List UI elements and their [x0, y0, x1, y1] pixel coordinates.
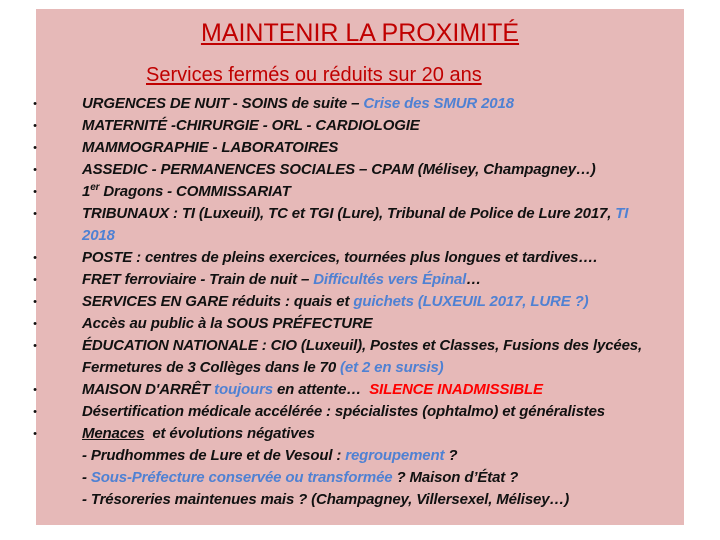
list-item-gare: • SERVICES EN GARE réduits : quais et guichets (LUXEUIL 2017, LURE ?) — [36, 291, 662, 313]
list-item-sous-prefecture: • Accès au public à la SOUS PRÉFECTURE — [36, 313, 662, 335]
sub-line-sous-prefecture: - Sous-Préfecture conservée ou transformée ? Maison d’État ? — [82, 469, 519, 486]
bullet-icon: • — [33, 208, 37, 220]
list-item-fret: • FRET ferroviaire - Train de nuit – Difficultés vers Épinal… — [36, 269, 662, 291]
sub-line-tresoreries: - Trésoreries maintenues mais ? (Champagney, Villersexel, Mélisey…) — [82, 491, 570, 508]
bullet-icon: • — [33, 384, 37, 396]
list-item-assedic: • ASSEDIC - PERMANENCES SOCIALES – CPAM (Mélisey, Champagney…) — [36, 159, 662, 181]
list-item-dragons: • 1er Dragons - COMMISSARIAT — [36, 181, 662, 203]
bullet-icon: • — [33, 186, 37, 198]
bullet-icon: • — [33, 428, 37, 440]
slide-title: MAINTENIR LA PROXIMITÉ — [200, 19, 520, 47]
list-item-maison-arret: • MAISON D'ARRÊT toujours en attente… SILENCE INADMISSIBLE — [36, 379, 662, 401]
list-item-poste: • POSTE : centres de pleins exercices, tournées plus longues et tardives…. — [36, 247, 662, 269]
slide — [33, 9, 684, 525]
bullet-icon: • — [33, 340, 37, 352]
bullet-icon: • — [33, 142, 37, 154]
list-item-menaces: • Menaces et évolutions négatives — [36, 423, 662, 445]
slide-subtitle: Services fermés ou réduits sur 20 ans — [146, 64, 482, 86]
bullet-icon: • — [33, 98, 37, 110]
list-item-maternite: • MATERNITÉ -CHIRURGIE - ORL - CARDIOLOGIE — [36, 115, 662, 137]
bullet-icon: • — [33, 406, 37, 418]
bullet-icon: • — [33, 318, 37, 330]
sub-line-prudhommes: - Prudhommes de Lure et de Vesoul : regroupement ? — [82, 447, 458, 464]
bullet-icon: • — [33, 120, 37, 132]
list-item-urgences: • URGENCES DE NUIT - SOINS de suite – Crise des SMUR 2018 — [36, 93, 662, 115]
bullet-icon: • — [33, 274, 37, 286]
list-item-desertification: • Désertification médicale accélérée : spécialistes (ophtalmo) et généralistes — [36, 401, 662, 423]
bullet-icon: • — [33, 252, 37, 264]
list-item-mammographie: • MAMMOGRAPHIE - LABORATOIRES — [36, 137, 662, 159]
bullet-icon: • — [33, 296, 37, 308]
list-item-tribunaux: • TRIBUNAUX : TI (Luxeuil), TC et TGI (Lure), Tribunal de Police de Lure 2017, TI 2018 — [36, 203, 662, 247]
list-item-education: • ÉDUCATION NATIONALE : CIO (Luxeuil), Postes et Classes, Fusions des lycées, Fermetures de 3 Collèges dans le 70 (et 2 en sursis) — [36, 335, 662, 379]
services-list — [33, 93, 684, 511]
bullet-icon: • — [33, 164, 37, 176]
